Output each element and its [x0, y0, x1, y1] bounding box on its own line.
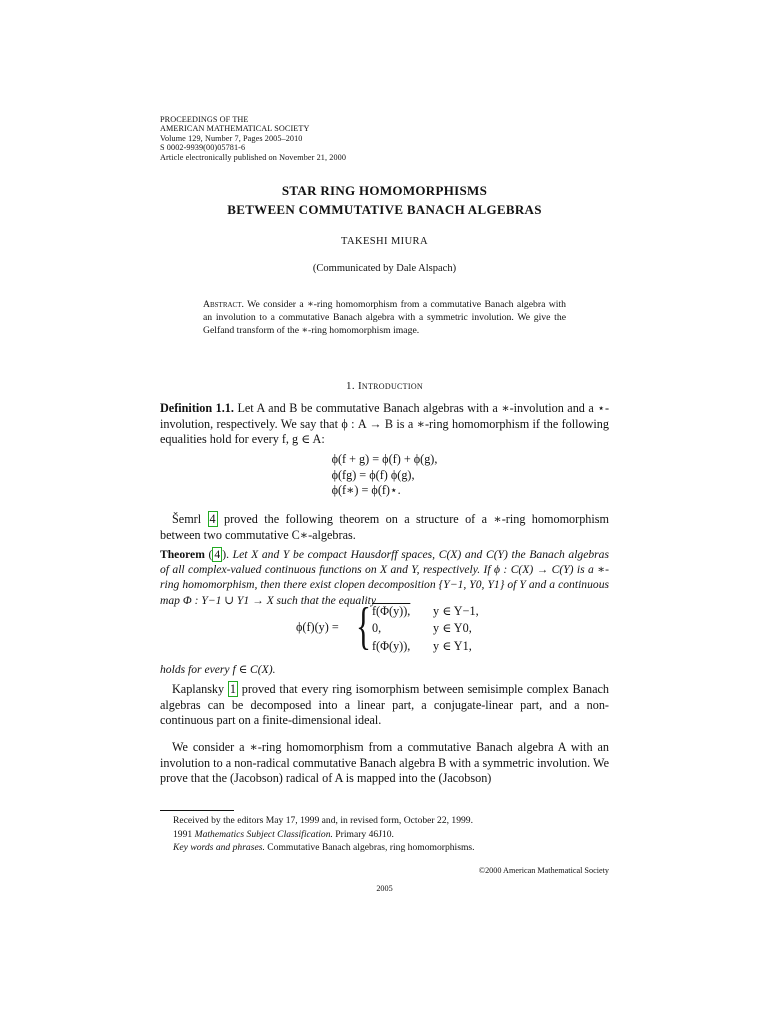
abstract: [203, 298, 566, 338]
holds-line: [160, 662, 609, 678]
msc-value: Primary 46J10.: [332, 828, 394, 840]
theorem-text: Let X and Y be compact Hausdorff spaces, C(X) and C(Y) the Banach algebras of all complex-valued continuous functions on X and Y, respectively. If ϕ : C(X) → C(Y) is a ∗-ring homomorphism, then there exist clopen decomposition {Y−1, Y0, Y1} of Y and a continuous map Φ : Y−1 ∪ Y1 → X such that the equality: [160, 548, 609, 607]
cases-brace: {: [356, 598, 371, 655]
author-name: TAKESHI MIURA: [341, 236, 428, 247]
communicated-by: (Communicated by Dale Alspach): [312, 263, 457, 274]
definition-label: Definition 1.1.: [160, 401, 234, 415]
equation-involution: ϕ(f∗) = ϕ(f)⋆.: [331, 483, 401, 498]
cases-row: [372, 621, 472, 636]
citation-link[interactable]: 4: [209, 512, 216, 526]
kaplansky-author: Kaplansky: [172, 682, 225, 696]
copyright-notice: ©2000 American Mathematical Society: [478, 866, 609, 875]
journal-line: AMERICAN MATHEMATICAL SOCIETY: [160, 124, 310, 134]
cases-row: [372, 639, 472, 654]
case-condition: y ∈ Y−1,: [433, 604, 479, 618]
semrl-paragraph: [160, 512, 609, 543]
semrl-author: Šemrl: [172, 512, 202, 526]
theorem-label: Theorem: [160, 548, 205, 561]
case-value: f(Φ(y)),: [372, 604, 411, 618]
section-heading: [160, 380, 609, 392]
theorem-cite-close: ).: [222, 548, 229, 561]
journal-line: Volume 129, Number 7, Pages 2005–2010: [160, 133, 303, 143]
theorem-paragraph: [160, 547, 609, 608]
footnote-msc: [160, 828, 609, 842]
kaplansky-text: proved that every ring isomorphism between semisimple complex Banach algebras can be decomposed into a linear part, a conjugate-linear part, and a non-continuous part on a finite-dimensional ideal.: [160, 682, 610, 728]
equation-sum: ϕ(f + g) = ϕ(f) + ϕ(g),: [331, 452, 438, 466]
cases-lhs: ϕ(f)(y) =: [296, 620, 339, 634]
equation-product: ϕ(fg) = ϕ(f) ϕ(g),: [331, 467, 415, 482]
page-number: 2005: [376, 884, 393, 893]
citation-link[interactable]: 1: [229, 682, 236, 696]
case-condition: y ∈ Y0,: [433, 621, 472, 635]
footnote-rule: [160, 810, 234, 811]
msc-year: 1991: [173, 828, 195, 840]
keywords-value: Commutative Banach algebras, ring homomorphisms.: [264, 842, 475, 853]
msc-label: Mathematics Subject Classification.: [194, 828, 333, 840]
holds-text: holds for every f ∈ C(X).: [160, 663, 276, 676]
journal-masthead: [160, 115, 346, 162]
case-condition: y ∈ Y1,: [433, 639, 472, 653]
equation-block: [160, 452, 609, 499]
paper-title: [160, 181, 609, 219]
section-title: Introduction: [357, 380, 423, 392]
abstract-label: Abstract.: [203, 299, 244, 310]
case-value: f(Φ(y)),: [372, 639, 411, 653]
consider-paragraph: We consider a ∗-ring homomorphism from a commutative Banach algebra A with an involution to a non-radical commutative Banach algebra B with a symmetric involution. We prove that the (Jacobson) radical of A is mapped into the (Jacobson): [160, 740, 609, 786]
footnote-received: Received by the editors May 17, 1999 and, in revised form, October 22, 1999.: [173, 815, 474, 826]
definition-text: Let A and B be commutative Banach algebras with a ∗-involution and a ⋆-involution, respectively. We say that ϕ : A → B is a ∗-ring homomorphism if the following equalities hold for every f, g ∈ A:: [160, 401, 610, 447]
footnotes: [160, 814, 609, 855]
kaplansky-paragraph: [160, 682, 609, 729]
journal-line: PROCEEDINGS OF THE: [160, 115, 249, 124]
theorem-cite-open: (: [208, 548, 213, 561]
journal-line: S 0002-9939(00)05781-6: [160, 143, 246, 153]
title-line-1: STAR RING HOMOMORPHISMS: [281, 183, 488, 198]
cases-equation: [160, 600, 609, 656]
semrl-text: proved the following theorem on a structure of a ∗-ring homomorphism between two commutative C∗-algebras.: [160, 512, 609, 542]
definition-paragraph: [160, 401, 609, 448]
journal-line: Article electronically published on November 21, 2000: [160, 152, 347, 162]
abstract-text: We consider a ∗-ring homomorphism from a commutative Banach algebra with an involution to a commutative Banach algebra with a symmetric involution. We give the Gelfand transform of the ∗-ring homomorphism image.: [203, 299, 567, 337]
equation-lines: [332, 452, 438, 499]
case-value: 0,: [372, 621, 382, 635]
keywords-label: Key words and phrases.: [173, 842, 265, 853]
cases-row: [372, 604, 479, 619]
citation-link[interactable]: 4: [214, 548, 221, 561]
section-number: 1.: [346, 380, 355, 392]
footnote-keywords: [160, 841, 609, 855]
title-line-2: BETWEEN COMMUTATIVE BANACH ALGEBRAS: [227, 202, 542, 217]
